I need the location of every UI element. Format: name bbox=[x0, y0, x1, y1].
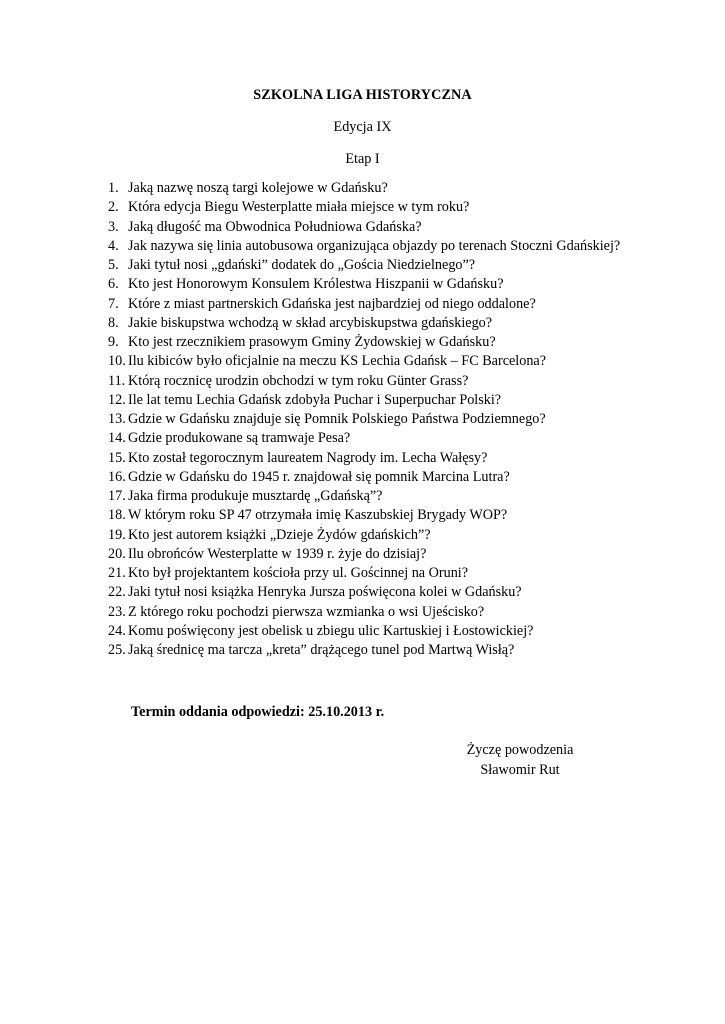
question-item bbox=[108, 603, 698, 622]
question-number: 25. bbox=[108, 642, 126, 658]
question-number: 14. bbox=[108, 430, 126, 447]
question-text: Kto jest Honorowym Konsulem Królestwa Hiszpanii w Gdańsku? bbox=[128, 276, 504, 293]
question-item bbox=[108, 583, 698, 602]
document-title: SZKOLNA LIGA HISTORYCZNA bbox=[253, 87, 472, 103]
closing-block bbox=[420, 740, 620, 780]
question-number: 13. bbox=[108, 411, 126, 427]
question-item bbox=[108, 487, 698, 506]
question-item bbox=[108, 314, 698, 333]
question-text: Które z miast partnerskich Gdańska jest najbardziej od niego oddalone? bbox=[128, 295, 536, 312]
question-number: 17. bbox=[108, 488, 126, 504]
question-item bbox=[108, 333, 698, 352]
question-number: 7. bbox=[108, 295, 119, 312]
question-item bbox=[108, 256, 698, 275]
question-text: Jaką długość ma Obwodnica Południowa Gdańska? bbox=[128, 218, 422, 235]
question-number: 11. bbox=[108, 372, 126, 389]
question-text: Którą rocznicę urodzin obchodzi w tym roku Günter Grass? bbox=[128, 372, 469, 389]
question-number: 6. bbox=[108, 276, 119, 293]
question-item bbox=[108, 198, 698, 217]
question-text: Kto był projektantem kościoła przy ul. Gościnnej na Oruni? bbox=[128, 565, 469, 581]
question-text: W którym roku SP 47 otrzymała imię Kaszubskiej Brygady WOP? bbox=[128, 507, 508, 524]
question-text: Ilu kibiców było oficjalnie na meczu KS Lechia Gdańsk – FC Barcelona? bbox=[128, 353, 547, 370]
question-number: 9. bbox=[108, 334, 119, 350]
question-number: 24. bbox=[108, 622, 126, 639]
question-number: 8. bbox=[108, 314, 119, 331]
edition-label: Edycja IX bbox=[333, 119, 392, 135]
question-number: 10. bbox=[108, 353, 126, 370]
question-number: 12. bbox=[108, 391, 126, 408]
question-number: 23. bbox=[108, 603, 126, 620]
question-item bbox=[108, 545, 698, 564]
question-text: Ile lat temu Lechia Gdańsk zdobyła Puchar i Superpuchar Polski? bbox=[128, 391, 502, 408]
question-text: Z którego roku pochodzi pierwsza wzmianka o wsi Ujeścisko? bbox=[128, 603, 485, 620]
stage-label: Etap I bbox=[345, 151, 380, 167]
question-number: 2. bbox=[108, 199, 119, 216]
question-number: 21. bbox=[108, 565, 126, 581]
question-item bbox=[108, 506, 698, 525]
question-item bbox=[108, 564, 698, 583]
question-text: Gdzie w Gdańsku do 1945 r. znajdował się pomnik Marcina Lutra? bbox=[128, 468, 510, 485]
question-item bbox=[108, 410, 698, 429]
question-number: 22. bbox=[108, 584, 126, 601]
question-item bbox=[108, 526, 698, 545]
question-text: Kto jest rzecznikiem prasowym Gminy Żydowskiej w Gdańsku? bbox=[128, 334, 496, 350]
question-text: Jaką nazwę noszą targi kolejowe w Gdańsku? bbox=[128, 180, 388, 196]
question-number: 20. bbox=[108, 545, 126, 562]
question-text: Jaki tytuł nosi książka Henryka Jursza poświęcona kolei w Gdańsku? bbox=[128, 584, 522, 601]
question-item bbox=[108, 391, 698, 410]
question-item bbox=[108, 622, 698, 641]
question-text: Jaką średnicę ma tarcza „kreta” drążącego tunel pod Martwą Wisłą? bbox=[128, 642, 515, 658]
question-item bbox=[108, 429, 698, 448]
question-text: Gdzie w Gdańsku znajduje się Pomnik Polskiego Państwa Podziemnego? bbox=[128, 411, 546, 427]
question-item bbox=[108, 468, 698, 487]
question-item bbox=[108, 295, 698, 314]
question-text: Jak nazywa się linia autobusowa organizująca objazdy po terenach Stoczni Gdańskiej? bbox=[128, 237, 621, 254]
question-text: Komu poświęcony jest obelisk u zbiegu ulic Kartuskiej i Łostowickiej? bbox=[128, 622, 534, 639]
question-number: 3. bbox=[108, 218, 119, 235]
question-item bbox=[108, 352, 698, 371]
question-text: Jaka firma produkuje musztardę „Gdańską”? bbox=[128, 488, 383, 504]
deadline-text: Termin oddania odpowiedzi: 25.10.2013 r. bbox=[131, 704, 385, 720]
question-text: Kto został tegorocznym laureatem Nagrody im. Lecha Wałęsy? bbox=[128, 449, 488, 466]
question-number: 4. bbox=[108, 237, 119, 254]
question-text: Jaki tytuł nosi „gdański” dodatek do „Gościa Niedzielnego”? bbox=[128, 257, 476, 273]
question-number: 15. bbox=[108, 449, 126, 466]
question-item bbox=[108, 237, 698, 256]
signature-name: Sławomir Rut bbox=[480, 762, 560, 778]
question-number: 5. bbox=[108, 257, 119, 273]
question-number: 1. bbox=[108, 180, 119, 196]
question-number: 19. bbox=[108, 526, 126, 543]
closing-wish: Życzę powodzenia bbox=[466, 742, 574, 758]
question-number: 18. bbox=[108, 507, 126, 524]
question-item bbox=[108, 449, 698, 468]
question-item bbox=[108, 372, 698, 391]
question-number: 16. bbox=[108, 468, 126, 485]
question-text: Gdzie produkowane są tramwaje Pesa? bbox=[128, 430, 351, 447]
question-item bbox=[108, 218, 698, 237]
question-item bbox=[108, 179, 698, 198]
question-item bbox=[108, 275, 698, 294]
question-text: Która edycja Biegu Westerplatte miała miejsce w tym roku? bbox=[128, 199, 470, 216]
question-text: Jakie biskupstwa wchodzą w skład arcybiskupstwa gdańskiego? bbox=[128, 314, 493, 331]
question-list bbox=[108, 179, 698, 660]
question-text: Ilu obrońców Westerplatte w 1939 r. żyje do dzisiaj? bbox=[128, 545, 427, 562]
question-item bbox=[108, 641, 698, 660]
question-text: Kto jest autorem książki „Dzieje Żydów gdańskich”? bbox=[128, 526, 431, 543]
